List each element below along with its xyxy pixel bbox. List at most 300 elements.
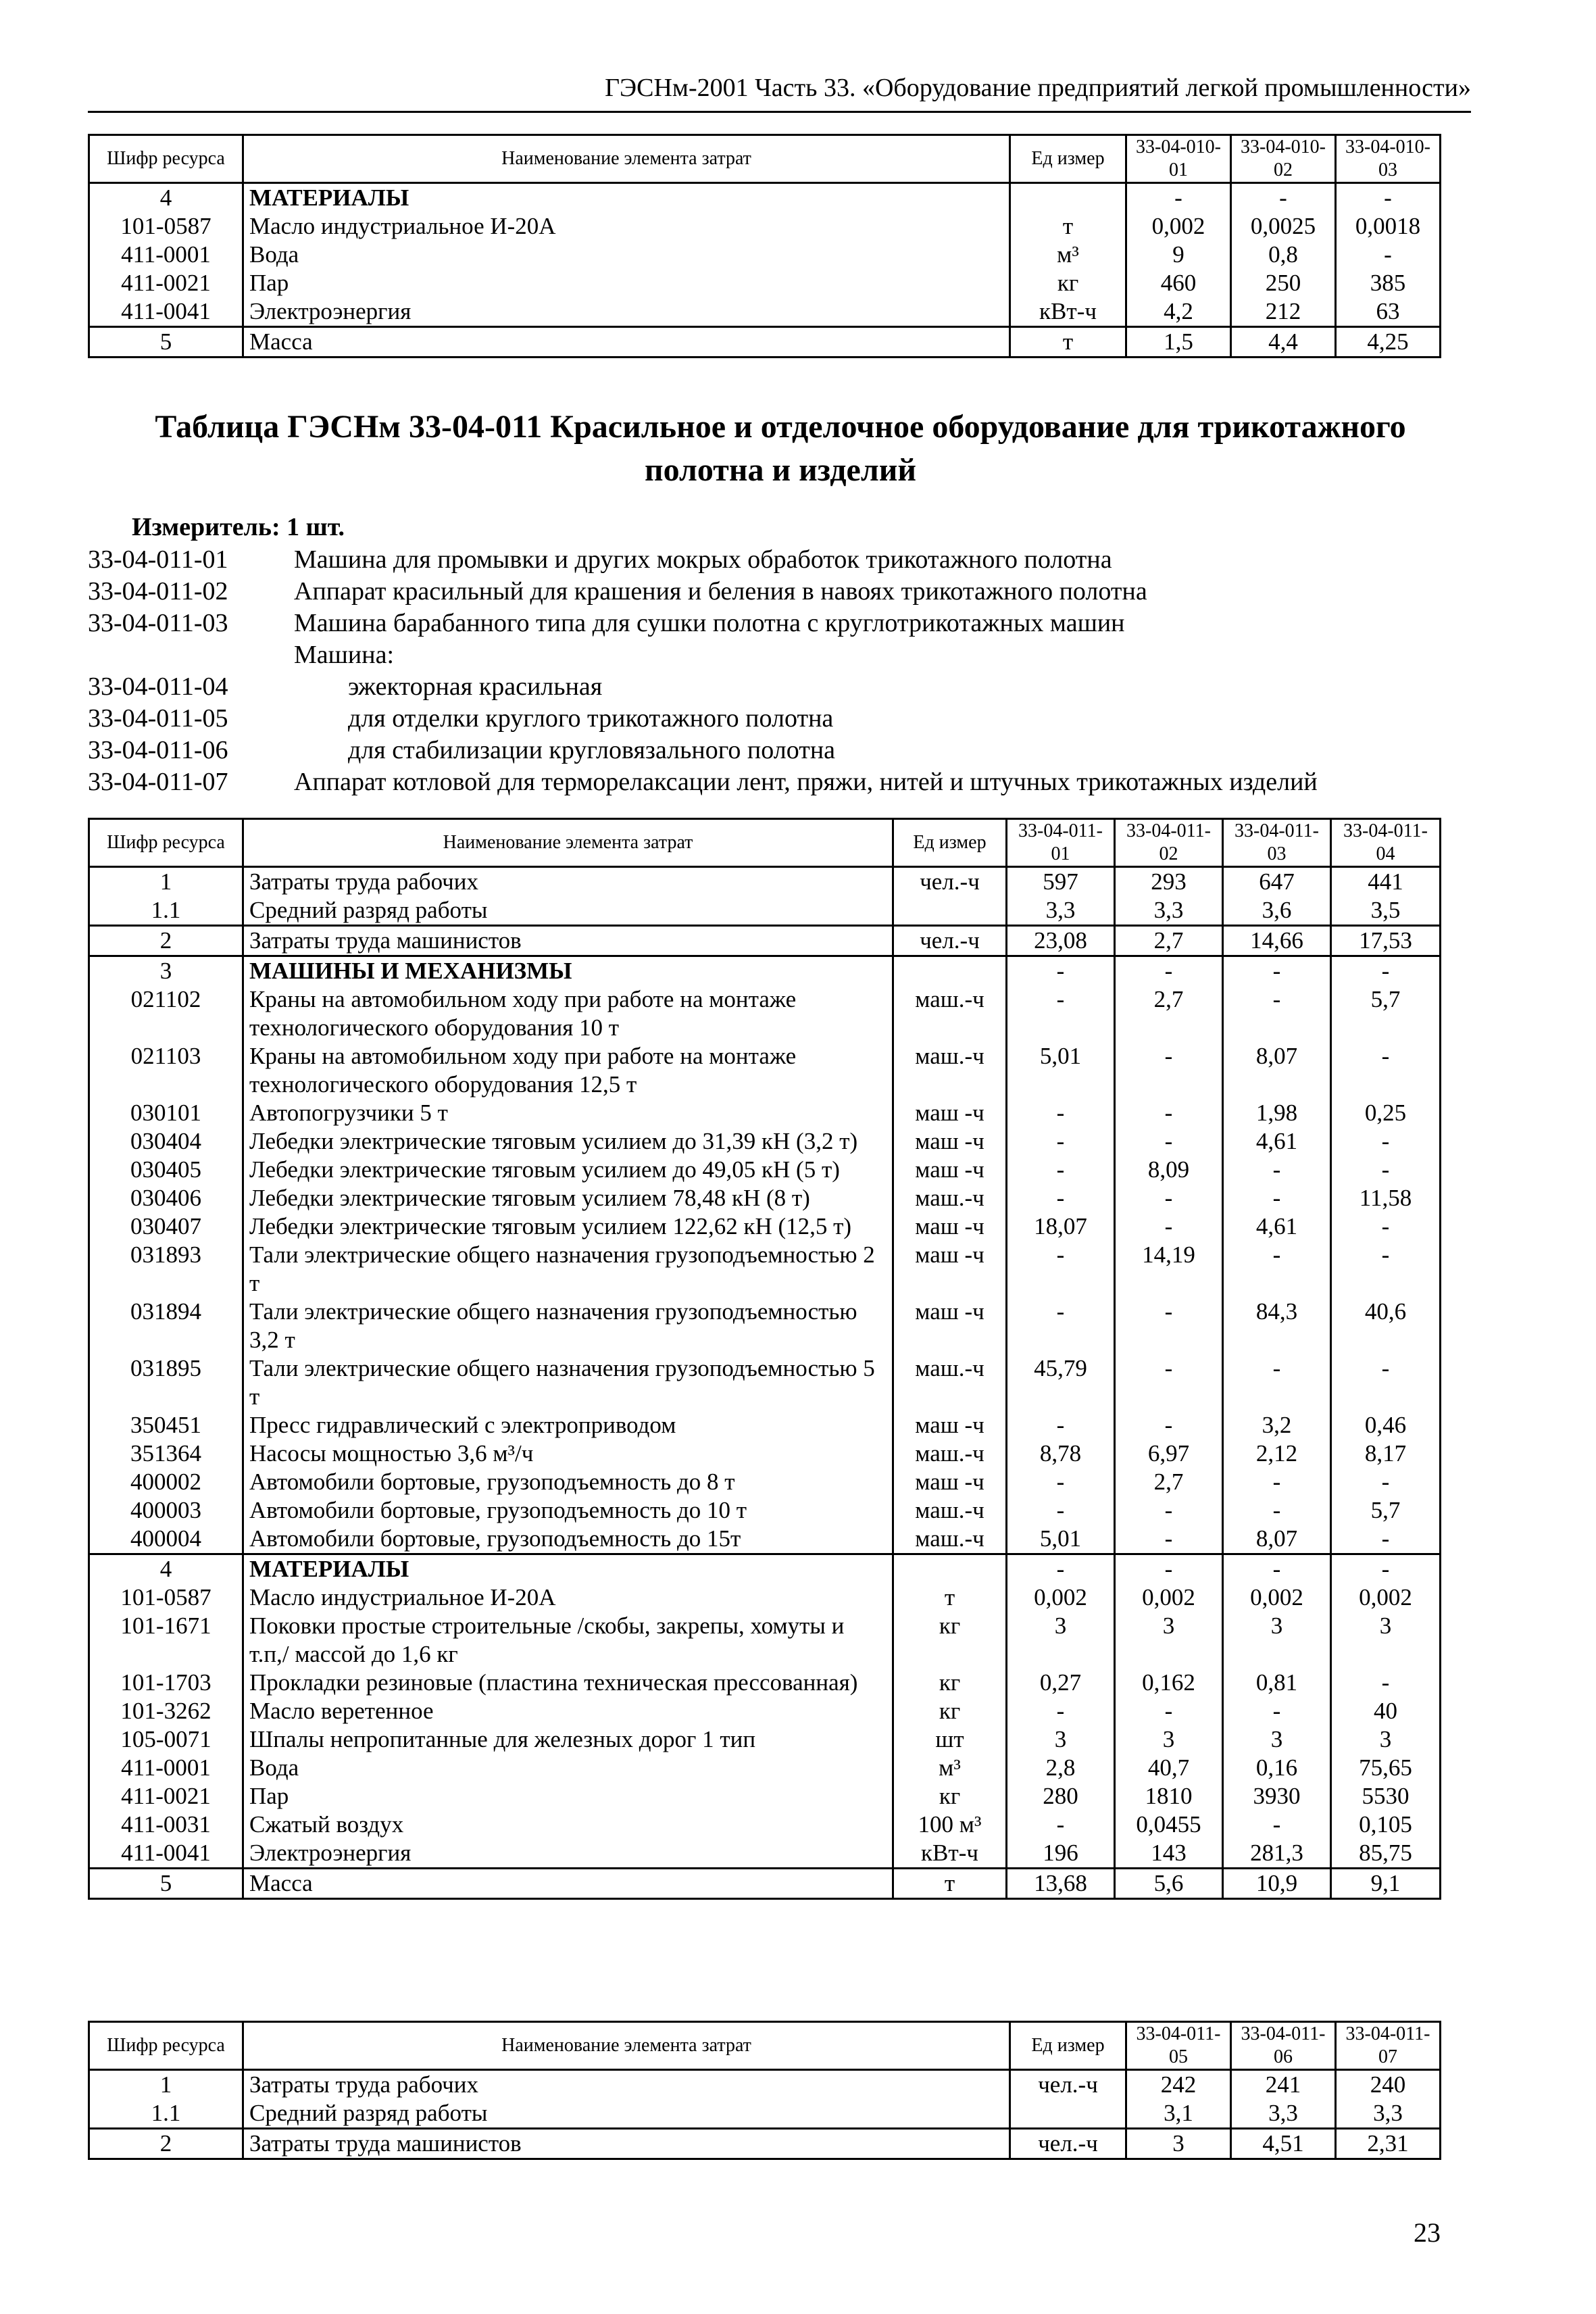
resource-name-cell: Электроэнергия bbox=[243, 297, 1010, 327]
value-cell: - bbox=[1007, 1811, 1115, 1839]
value-cell: 4,51 bbox=[1231, 2129, 1336, 2159]
value-cell: 17,53 bbox=[1331, 926, 1441, 956]
resource-code-cell: 1 bbox=[89, 2070, 243, 2100]
value-cell: 3 bbox=[1331, 1725, 1441, 1754]
value-cell: 3930 bbox=[1223, 1782, 1331, 1811]
table-row bbox=[89, 327, 1441, 358]
resource-name-cell: Краны на автомобильном ходу при работе на монтаже технологического оборудования 12,5 т bbox=[243, 1042, 893, 1099]
table-row bbox=[89, 1725, 1441, 1754]
value-cell: 0,002 bbox=[1126, 212, 1231, 241]
resource-name-cell: Шпалы непропитанные для железных дорог 1 тип bbox=[243, 1725, 893, 1754]
value-cell: - bbox=[1007, 1496, 1115, 1525]
code-description: для стабилизации кругловязального полотна bbox=[348, 736, 836, 764]
resource-name-cell: Краны на автомобильном ходу при работе на монтаже технологического оборудования 10 т bbox=[243, 985, 893, 1042]
value-cell: - bbox=[1115, 1184, 1223, 1212]
value-cell: - bbox=[1336, 183, 1441, 213]
resource-code-cell: 021102 bbox=[89, 985, 243, 1042]
value-cell: - bbox=[1007, 1099, 1115, 1127]
value-cell: - bbox=[1007, 1468, 1115, 1496]
table-row bbox=[89, 956, 1441, 986]
value-cell: 0,002 bbox=[1331, 1583, 1441, 1612]
value-cell: - bbox=[1331, 1127, 1441, 1156]
value-cell: - bbox=[1115, 1212, 1223, 1241]
value-cell: - bbox=[1223, 1811, 1331, 1839]
resource-code-cell: 030101 bbox=[89, 1099, 243, 1127]
value-cell: 40,7 bbox=[1115, 1754, 1223, 1782]
resource-name-cell: Масло индустриальное И-20А bbox=[243, 1583, 893, 1612]
value-cell: 3,3 bbox=[1231, 2099, 1336, 2129]
column-header: 33-04-011-05 bbox=[1126, 2022, 1231, 2070]
unit-cell: кг bbox=[893, 1697, 1007, 1725]
resource-code-cell: 030405 bbox=[89, 1156, 243, 1184]
resource-code-cell: 5 bbox=[89, 327, 243, 358]
table-title-line1: Таблица ГЭСНм 33-04-011 Красильное и отделочное оборудование для трикотажного bbox=[155, 409, 1406, 445]
value-cell: - bbox=[1331, 1554, 1441, 1584]
resource-name-cell: Затраты труда машинистов bbox=[243, 926, 893, 956]
table-row bbox=[89, 926, 1441, 956]
resource-code-cell: 031895 bbox=[89, 1354, 243, 1411]
value-cell: - bbox=[1115, 1697, 1223, 1725]
value-cell: 3,2 bbox=[1223, 1411, 1331, 1439]
resource-code-cell: 400004 bbox=[89, 1525, 243, 1554]
value-cell: 75,65 bbox=[1331, 1754, 1441, 1782]
table-header-row bbox=[89, 135, 1441, 183]
resource-code-cell: 411-0041 bbox=[89, 1839, 243, 1869]
resource-name-cell: МАТЕРИАЛЫ bbox=[243, 183, 1010, 213]
unit-cell: т bbox=[1010, 212, 1126, 241]
table-row bbox=[89, 1697, 1441, 1725]
resource-name-cell: Масса bbox=[243, 327, 1010, 358]
value-cell: 10,9 bbox=[1223, 1869, 1331, 1899]
resource-code-cell: 030406 bbox=[89, 1184, 243, 1212]
code-description: эжекторная красильная bbox=[348, 672, 603, 701]
table-row bbox=[89, 1156, 1441, 1184]
code-number: 33-04-011-06 bbox=[88, 736, 228, 764]
value-cell: - bbox=[1331, 1525, 1441, 1554]
resource-name-cell: Лебедки электрические тяговым усилием до 31,39 кН (3,2 т) bbox=[243, 1127, 893, 1156]
value-cell: 0,162 bbox=[1115, 1669, 1223, 1697]
resource-code-cell: 400002 bbox=[89, 1468, 243, 1496]
value-cell: - bbox=[1331, 1354, 1441, 1411]
column-header: Ед измер bbox=[1010, 135, 1126, 183]
unit-cell: маш -ч bbox=[893, 1156, 1007, 1184]
unit-cell: маш.-ч bbox=[893, 1525, 1007, 1554]
value-cell: 196 bbox=[1007, 1839, 1115, 1869]
value-cell: - bbox=[1331, 1468, 1441, 1496]
table-row bbox=[89, 1839, 1441, 1869]
value-cell: 5,01 bbox=[1007, 1525, 1115, 1554]
column-header: Шифр ресурса bbox=[89, 135, 243, 183]
value-cell: - bbox=[1115, 1354, 1223, 1411]
value-cell: 14,19 bbox=[1115, 1241, 1223, 1298]
value-cell: - bbox=[1331, 1042, 1441, 1099]
page-number: 23 bbox=[1414, 2217, 1441, 2248]
resource-code-cell: 350451 bbox=[89, 1411, 243, 1439]
value-cell: - bbox=[1126, 183, 1231, 213]
column-header: Шифр ресурса bbox=[89, 819, 243, 867]
value-cell: 3 bbox=[1223, 1725, 1331, 1754]
unit-cell: маш.-ч bbox=[893, 1184, 1007, 1212]
code-list-item bbox=[88, 671, 1507, 703]
unit-cell bbox=[893, 896, 1007, 926]
value-cell: 597 bbox=[1007, 867, 1115, 897]
unit-cell bbox=[1010, 2099, 1126, 2129]
code-list-item bbox=[88, 703, 1507, 735]
value-cell: 40,6 bbox=[1331, 1298, 1441, 1354]
value-cell: 241 bbox=[1231, 2070, 1336, 2100]
value-cell: - bbox=[1007, 1241, 1115, 1298]
value-cell: 3 bbox=[1331, 1612, 1441, 1669]
table-row bbox=[89, 1439, 1441, 1468]
code-description: Аппарат котловой для терморелаксации лент, пряжи, нитей и штучных трикотажных изделий bbox=[294, 768, 1318, 796]
value-cell: - bbox=[1223, 1241, 1331, 1298]
value-cell: 2,7 bbox=[1115, 926, 1223, 956]
table-header-row bbox=[89, 819, 1441, 867]
resource-code-cell: 351364 bbox=[89, 1439, 243, 1468]
unit-cell: кг bbox=[893, 1669, 1007, 1697]
resource-code-cell: 4 bbox=[89, 183, 243, 213]
value-cell: 63 bbox=[1336, 297, 1441, 327]
column-header: Ед измер bbox=[893, 819, 1007, 867]
resource-name-cell: Насосы мощностью 3,6 м³/ч bbox=[243, 1439, 893, 1468]
resource-code-cell: 021103 bbox=[89, 1042, 243, 1099]
column-header: 33-04-010-03 bbox=[1336, 135, 1441, 183]
value-cell: 9,1 bbox=[1331, 1869, 1441, 1899]
resource-name-cell: Лебедки электрические тяговым усилием 122,62 кН (12,5 т) bbox=[243, 1212, 893, 1241]
table-row bbox=[89, 2070, 1441, 2100]
table-row bbox=[89, 241, 1441, 269]
value-cell: 3 bbox=[1223, 1612, 1331, 1669]
value-cell: - bbox=[1336, 241, 1441, 269]
table-row bbox=[89, 1042, 1441, 1099]
value-cell: - bbox=[1007, 956, 1115, 986]
resource-name-cell: Автомобили бортовые, грузоподъемность до 15т bbox=[243, 1525, 893, 1554]
table-row bbox=[89, 1669, 1441, 1697]
resource-name-cell: Поковки простые строительные /скобы, закрепы, хомуты и т.п,/ массой до 1,6 кг bbox=[243, 1612, 893, 1669]
code-number: 33-04-011-07 bbox=[88, 768, 228, 796]
value-cell: - bbox=[1223, 1354, 1331, 1411]
code-number: 33-04-011-03 bbox=[88, 609, 228, 637]
value-cell: 2,8 bbox=[1007, 1754, 1115, 1782]
column-header: Наименование элемента затрат bbox=[243, 135, 1010, 183]
value-cell: 281,3 bbox=[1223, 1839, 1331, 1869]
code-description: Машина для промывки и других мокрых обработок трикотажного полотна bbox=[294, 545, 1112, 574]
value-cell: 0,8 bbox=[1231, 241, 1336, 269]
value-cell: 0,46 bbox=[1331, 1411, 1441, 1439]
value-cell: 0,0018 bbox=[1336, 212, 1441, 241]
value-cell: - bbox=[1223, 1156, 1331, 1184]
unit-cell: 100 м³ bbox=[893, 1811, 1007, 1839]
resource-name-cell: Тали электрические общего назначения грузоподъемностью 2 т bbox=[243, 1241, 893, 1298]
value-cell: - bbox=[1231, 183, 1336, 213]
meter-unit: Измеритель: 1 шт. bbox=[132, 513, 345, 541]
column-header: 33-04-011-01 bbox=[1007, 819, 1115, 867]
value-cell: 2,31 bbox=[1336, 2129, 1441, 2159]
resource-code-cell: 4 bbox=[89, 1554, 243, 1584]
value-cell: 3,3 bbox=[1115, 896, 1223, 926]
value-cell: 0,16 bbox=[1223, 1754, 1331, 1782]
code-list-item bbox=[88, 576, 1507, 608]
column-header: Шифр ресурса bbox=[89, 2022, 243, 2070]
code-description: для отделки круглого трикотажного полотна bbox=[348, 704, 834, 733]
value-cell: - bbox=[1115, 956, 1223, 986]
value-cell: - bbox=[1223, 1496, 1331, 1525]
table-row bbox=[89, 1354, 1441, 1411]
resource-code-cell: 3 bbox=[89, 956, 243, 986]
unit-cell bbox=[893, 956, 1007, 986]
value-cell: 5,7 bbox=[1331, 985, 1441, 1042]
table-row bbox=[89, 1127, 1441, 1156]
value-cell: 3,3 bbox=[1007, 896, 1115, 926]
resource-code-cell: 030404 bbox=[89, 1127, 243, 1156]
value-cell: 3 bbox=[1115, 1612, 1223, 1669]
resource-code-cell: 400003 bbox=[89, 1496, 243, 1525]
code-description: Аппарат красильный для крашения и беления в навоях трикотажного полотна bbox=[294, 577, 1147, 606]
value-cell: 3,6 bbox=[1223, 896, 1331, 926]
value-cell: 460 bbox=[1126, 269, 1231, 297]
table-row bbox=[89, 2099, 1441, 2129]
value-cell: 0,002 bbox=[1115, 1583, 1223, 1612]
value-cell: 45,79 bbox=[1007, 1354, 1115, 1411]
resource-name-cell: Автомобили бортовые, грузоподъемность до 10 т bbox=[243, 1496, 893, 1525]
resource-name-cell: Электроэнергия bbox=[243, 1839, 893, 1869]
unit-cell: шт bbox=[893, 1725, 1007, 1754]
value-cell: 8,78 bbox=[1007, 1439, 1115, 1468]
code-number: 33-04-011-04 bbox=[88, 672, 228, 701]
table-row bbox=[89, 1583, 1441, 1612]
value-cell: 2,7 bbox=[1115, 985, 1223, 1042]
code-list-item bbox=[88, 639, 1507, 671]
value-cell: 3 bbox=[1007, 1725, 1115, 1754]
value-cell: 9 bbox=[1126, 241, 1231, 269]
resource-name-cell: Средний разряд работы bbox=[243, 896, 893, 926]
unit-cell: маш.-ч bbox=[893, 1496, 1007, 1525]
value-cell: 5530 bbox=[1331, 1782, 1441, 1811]
running-header: ГЭСНм-2001 Часть 33. «Оборудование предприятий легкой промышленности» bbox=[88, 73, 1471, 113]
unit-cell: маш -ч bbox=[893, 1212, 1007, 1241]
value-cell: 85,75 bbox=[1331, 1839, 1441, 1869]
value-cell: 11,58 bbox=[1331, 1184, 1441, 1212]
code-list-item bbox=[88, 766, 1507, 798]
value-cell: 1,98 bbox=[1223, 1099, 1331, 1127]
unit-cell: т bbox=[1010, 327, 1126, 358]
value-cell: 0,81 bbox=[1223, 1669, 1331, 1697]
resource-name-cell: Лебедки электрические тяговым усилием 78,48 кН (8 т) bbox=[243, 1184, 893, 1212]
resource-code-cell: 031893 bbox=[89, 1241, 243, 1298]
column-header: 33-04-010-02 bbox=[1231, 135, 1336, 183]
code-description: Машина барабанного типа для сушки полотна с круглотрикотажных машин bbox=[294, 609, 1125, 637]
code-number bbox=[88, 639, 294, 671]
resource-code-cell: 101-0587 bbox=[89, 1583, 243, 1612]
value-cell: 2,12 bbox=[1223, 1439, 1331, 1468]
table-header-row bbox=[89, 2022, 1441, 2070]
resource-code-cell: 411-0031 bbox=[89, 1811, 243, 1839]
value-cell: - bbox=[1007, 985, 1115, 1042]
value-cell: - bbox=[1331, 1669, 1441, 1697]
table-title bbox=[88, 405, 1473, 492]
value-cell: 0,0025 bbox=[1231, 212, 1336, 241]
resource-name-cell: Масло веретенное bbox=[243, 1697, 893, 1725]
value-cell: - bbox=[1223, 1554, 1331, 1584]
value-cell: 0,0455 bbox=[1115, 1811, 1223, 1839]
resource-name-cell: Пресс гидравлический с электроприводом bbox=[243, 1411, 893, 1439]
value-cell: 40 bbox=[1331, 1697, 1441, 1725]
resource-code-cell: 105-0071 bbox=[89, 1725, 243, 1754]
resource-name-cell: Средний разряд работы bbox=[243, 2099, 1010, 2129]
table-row bbox=[89, 896, 1441, 926]
table-row bbox=[89, 1184, 1441, 1212]
unit-cell: чел.-ч bbox=[893, 867, 1007, 897]
value-cell: 0,105 bbox=[1331, 1811, 1441, 1839]
resource-code-cell: 411-0041 bbox=[89, 297, 243, 327]
table-row bbox=[89, 1782, 1441, 1811]
value-cell: - bbox=[1115, 1127, 1223, 1156]
unit-cell: чел.-ч bbox=[893, 926, 1007, 956]
unit-cell bbox=[893, 1554, 1007, 1584]
value-cell: 3 bbox=[1115, 1725, 1223, 1754]
code-number: 33-04-011-01 bbox=[88, 545, 228, 574]
value-cell: - bbox=[1223, 1468, 1331, 1496]
resource-name-cell: Затраты труда рабочих bbox=[243, 2070, 1010, 2100]
value-cell: 240 bbox=[1336, 2070, 1441, 2100]
value-cell: - bbox=[1115, 1298, 1223, 1354]
value-cell: - bbox=[1007, 1184, 1115, 1212]
unit-cell: чел.-ч bbox=[1010, 2070, 1126, 2100]
table-row bbox=[89, 1811, 1441, 1839]
value-cell: 8,09 bbox=[1115, 1156, 1223, 1184]
unit-cell: м³ bbox=[893, 1754, 1007, 1782]
table-row bbox=[89, 1869, 1441, 1899]
resource-name-cell: Сжатый воздух bbox=[243, 1811, 893, 1839]
value-cell: - bbox=[1007, 1697, 1115, 1725]
table-row bbox=[89, 1525, 1441, 1554]
value-cell: 14,66 bbox=[1223, 926, 1331, 956]
value-cell: - bbox=[1007, 1411, 1115, 1439]
column-header: Ед измер bbox=[1010, 2022, 1126, 2070]
value-cell: - bbox=[1115, 1496, 1223, 1525]
value-cell: - bbox=[1115, 1099, 1223, 1127]
table-row bbox=[89, 1468, 1441, 1496]
resource-code-cell: 411-0001 bbox=[89, 1754, 243, 1782]
value-cell: - bbox=[1331, 1241, 1441, 1298]
value-cell: - bbox=[1223, 1184, 1331, 1212]
code-number: 33-04-011-02 bbox=[88, 577, 228, 606]
value-cell: - bbox=[1115, 1554, 1223, 1584]
value-cell: - bbox=[1115, 1525, 1223, 1554]
value-cell: - bbox=[1223, 956, 1331, 986]
table-title-line2: полотна и изделий bbox=[644, 452, 917, 488]
table-row bbox=[89, 212, 1441, 241]
value-cell: 3,3 bbox=[1336, 2099, 1441, 2129]
resource-name-cell: Вода bbox=[243, 1754, 893, 1782]
resource-name-cell: Лебедки электрические тяговым усилием до 49,05 кН (5 т) bbox=[243, 1156, 893, 1184]
unit-cell: т bbox=[893, 1583, 1007, 1612]
value-cell: 0,002 bbox=[1007, 1583, 1115, 1612]
resource-code-cell: 1.1 bbox=[89, 2099, 243, 2129]
table-row bbox=[89, 2129, 1441, 2159]
resource-code-cell: 411-0001 bbox=[89, 241, 243, 269]
code-list-item bbox=[88, 735, 1507, 766]
resource-name-cell: Вода bbox=[243, 241, 1010, 269]
resource-name-cell: Автопогрузчики 5 т bbox=[243, 1099, 893, 1127]
resource-name-cell: Автомобили бортовые, грузоподъемность до 8 т bbox=[243, 1468, 893, 1496]
table-row bbox=[89, 1099, 1441, 1127]
value-cell: 13,68 bbox=[1007, 1869, 1115, 1899]
resource-code-cell: 101-3262 bbox=[89, 1697, 243, 1725]
table-row bbox=[89, 183, 1441, 213]
resource-name-cell: Тали электрические общего назначения грузоподъемностью 3,2 т bbox=[243, 1298, 893, 1354]
resource-name-cell: Затраты труда рабочих bbox=[243, 867, 893, 897]
value-cell: - bbox=[1007, 1298, 1115, 1354]
value-cell: 212 bbox=[1231, 297, 1336, 327]
value-cell: - bbox=[1115, 1042, 1223, 1099]
column-header: 33-04-010-01 bbox=[1126, 135, 1231, 183]
value-cell: 280 bbox=[1007, 1782, 1115, 1811]
value-cell: - bbox=[1223, 1697, 1331, 1725]
resource-name-cell: Пар bbox=[243, 269, 1010, 297]
value-cell: - bbox=[1223, 985, 1331, 1042]
value-cell: 84,3 bbox=[1223, 1298, 1331, 1354]
resource-code-cell: 5 bbox=[89, 1869, 243, 1899]
column-header: 33-04-011-03 bbox=[1223, 819, 1331, 867]
value-cell: 2,7 bbox=[1115, 1468, 1223, 1496]
value-cell: 4,2 bbox=[1126, 297, 1231, 327]
unit-cell: маш.-ч bbox=[893, 1042, 1007, 1099]
resource-name-cell: МАТЕРИАЛЫ bbox=[243, 1554, 893, 1584]
code-list-item bbox=[88, 544, 1507, 576]
column-header: Наименование элемента затрат bbox=[243, 2022, 1010, 2070]
value-cell: 3,5 bbox=[1331, 896, 1441, 926]
unit-cell: маш.-ч bbox=[893, 1439, 1007, 1468]
resource-table-011-a bbox=[88, 818, 1441, 1900]
table-row bbox=[89, 1496, 1441, 1525]
value-cell: 8,17 bbox=[1331, 1439, 1441, 1468]
value-cell: 3,1 bbox=[1126, 2099, 1231, 2129]
value-cell: 4,61 bbox=[1223, 1127, 1331, 1156]
table-row bbox=[89, 269, 1441, 297]
unit-cell: кг bbox=[1010, 269, 1126, 297]
unit-cell: чел.-ч bbox=[1010, 2129, 1126, 2159]
value-cell: - bbox=[1115, 1411, 1223, 1439]
value-cell: 5,01 bbox=[1007, 1042, 1115, 1099]
table-row bbox=[89, 1612, 1441, 1669]
resource-name-cell: МАШИНЫ И МЕХАНИЗМЫ bbox=[243, 956, 893, 986]
resource-table-010 bbox=[88, 134, 1441, 358]
value-cell: 143 bbox=[1115, 1839, 1223, 1869]
resource-code-cell: 411-0021 bbox=[89, 269, 243, 297]
unit-cell: маш -ч bbox=[893, 1127, 1007, 1156]
unit-cell: маш.-ч bbox=[893, 985, 1007, 1042]
unit-cell: маш -ч bbox=[893, 1411, 1007, 1439]
value-cell: 647 bbox=[1223, 867, 1331, 897]
column-header: 33-04-011-02 bbox=[1115, 819, 1223, 867]
value-cell: 385 bbox=[1336, 269, 1441, 297]
value-cell: 4,61 bbox=[1223, 1212, 1331, 1241]
value-cell: 242 bbox=[1126, 2070, 1231, 2100]
resource-table-011-b bbox=[88, 2021, 1441, 2160]
resource-name-cell: Затраты труда машинистов bbox=[243, 2129, 1010, 2159]
value-cell: 0,27 bbox=[1007, 1669, 1115, 1697]
table-row bbox=[89, 867, 1441, 897]
unit-cell: кВт-ч bbox=[893, 1839, 1007, 1869]
table-row bbox=[89, 1298, 1441, 1354]
value-cell: 4,4 bbox=[1231, 327, 1336, 358]
value-cell: 3 bbox=[1007, 1612, 1115, 1669]
resource-code-cell: 1.1 bbox=[89, 896, 243, 926]
resource-code-cell: 031894 bbox=[89, 1298, 243, 1354]
value-cell: - bbox=[1331, 1156, 1441, 1184]
value-cell: 5,7 bbox=[1331, 1496, 1441, 1525]
